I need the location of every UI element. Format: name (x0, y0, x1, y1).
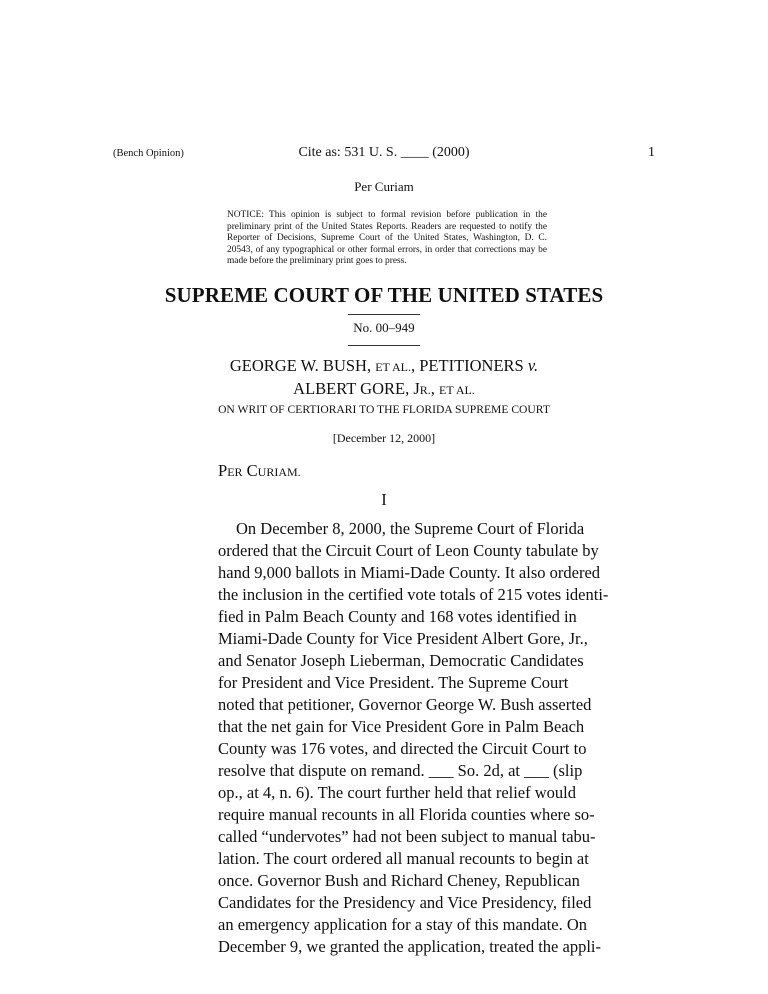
respondent-name: ALBERT GORE, J (293, 379, 420, 398)
header-left-label: (Bench Opinion) (113, 148, 184, 159)
page-number: 1 (648, 145, 655, 160)
body-line: December 9, we granted the application, treated the appli- (218, 937, 601, 956)
body-line: Miami-Dade County for Vice President Albert Gore, Jr., (218, 629, 588, 648)
writ-line: ON WRIT OF CERTIORARI TO THE FLORIDA SUPREME COURT (218, 403, 550, 416)
court-name: SUPREME COURT OF THE UNITED STATES (164, 283, 604, 307)
per-curiam-er: ER (227, 465, 243, 479)
opinion-body (218, 518, 609, 958)
body-line: On December 8, 2000, the Supreme Court of Florida (236, 519, 585, 538)
decision-date: [December 12, 2000] (332, 431, 436, 445)
per-curiam-c: C (246, 461, 258, 480)
body-line: ordered that the Circuit Court of Leon County tabulate by (218, 541, 599, 560)
per-curiam-p: P (218, 461, 228, 480)
body-line: once. Governor Bush and Richard Cheney, Republican (218, 871, 580, 890)
caption-line-2: ALBERT GORE, JR., ET AL. (293, 379, 475, 398)
divider-top (348, 314, 420, 315)
divider-bottom (348, 345, 420, 346)
petitioner-et-al: ET AL. (375, 360, 411, 374)
body-line: noted that petitioner, Governor George W. Bush asserted (218, 695, 592, 714)
body-line: resolve that dispute on remand. ___ So. 2d, at ___ (slip (218, 761, 583, 780)
body-line: that the net gain for Vice President Gore in Palm Beach (218, 717, 585, 736)
body-line: the inclusion in the certified vote totals of 215 votes identi- (218, 585, 609, 604)
respondent-et-al: ET AL. (439, 383, 475, 397)
header-citation: Cite as: 531 U. S. ____ (2000) (298, 145, 470, 160)
body-line: hand 9,000 ballots in Miami-Dade County. It also ordered (218, 563, 601, 582)
section-number: I (381, 490, 387, 509)
petitioner-name: GEORGE W. BUSH, (229, 356, 372, 375)
body-line: and Senator Joseph Lieberman, Democratic Candidates (218, 651, 584, 670)
body-line: fied in Palm Beach County and 168 votes identified in (218, 607, 577, 626)
body-line: require manual recounts in all Florida counties where so- (218, 805, 595, 824)
docket-number: No. 00–949 (353, 320, 415, 335)
per-curiam-uriam: URIAM. (257, 465, 301, 479)
versus: v. (527, 356, 539, 375)
header-per-curiam: Per Curiam (354, 179, 414, 194)
body-line: County was 176 votes, and directed the Circuit Court to (218, 739, 587, 758)
body-line: an emergency application for a stay of this mandate. On (218, 915, 587, 934)
caption-line-1 (0, 355, 768, 378)
body-line: Candidates for the Presidency and Vice Presidency, filed (218, 893, 592, 912)
case-caption (0, 355, 768, 401)
body-line: op., at 4, n. 6). The court further held that relief would (218, 783, 577, 802)
body-line: called “undervotes” had not been subject to manual tabu- (218, 827, 596, 846)
per-curiam-heading (218, 461, 301, 481)
petitioner-role: , PETITIONERS (410, 356, 524, 375)
notice-paragraph: NOTICE: This opinion is subject to formal revision before publication in the preliminary print of the United States Reports. Readers are requested to notify the Reporter of Decisions, Supreme Court of the United States, Washington, D. C. 20543, of any typographical or other formal errors, in order that corrections may be made before the preliminary print goes to press. (227, 210, 547, 267)
respondent-suffix: R. (419, 383, 431, 397)
body-line: lation. The court ordered all manual recounts to begin at (218, 849, 589, 868)
body-line: for President and Vice President. The Supreme Court (218, 673, 569, 692)
